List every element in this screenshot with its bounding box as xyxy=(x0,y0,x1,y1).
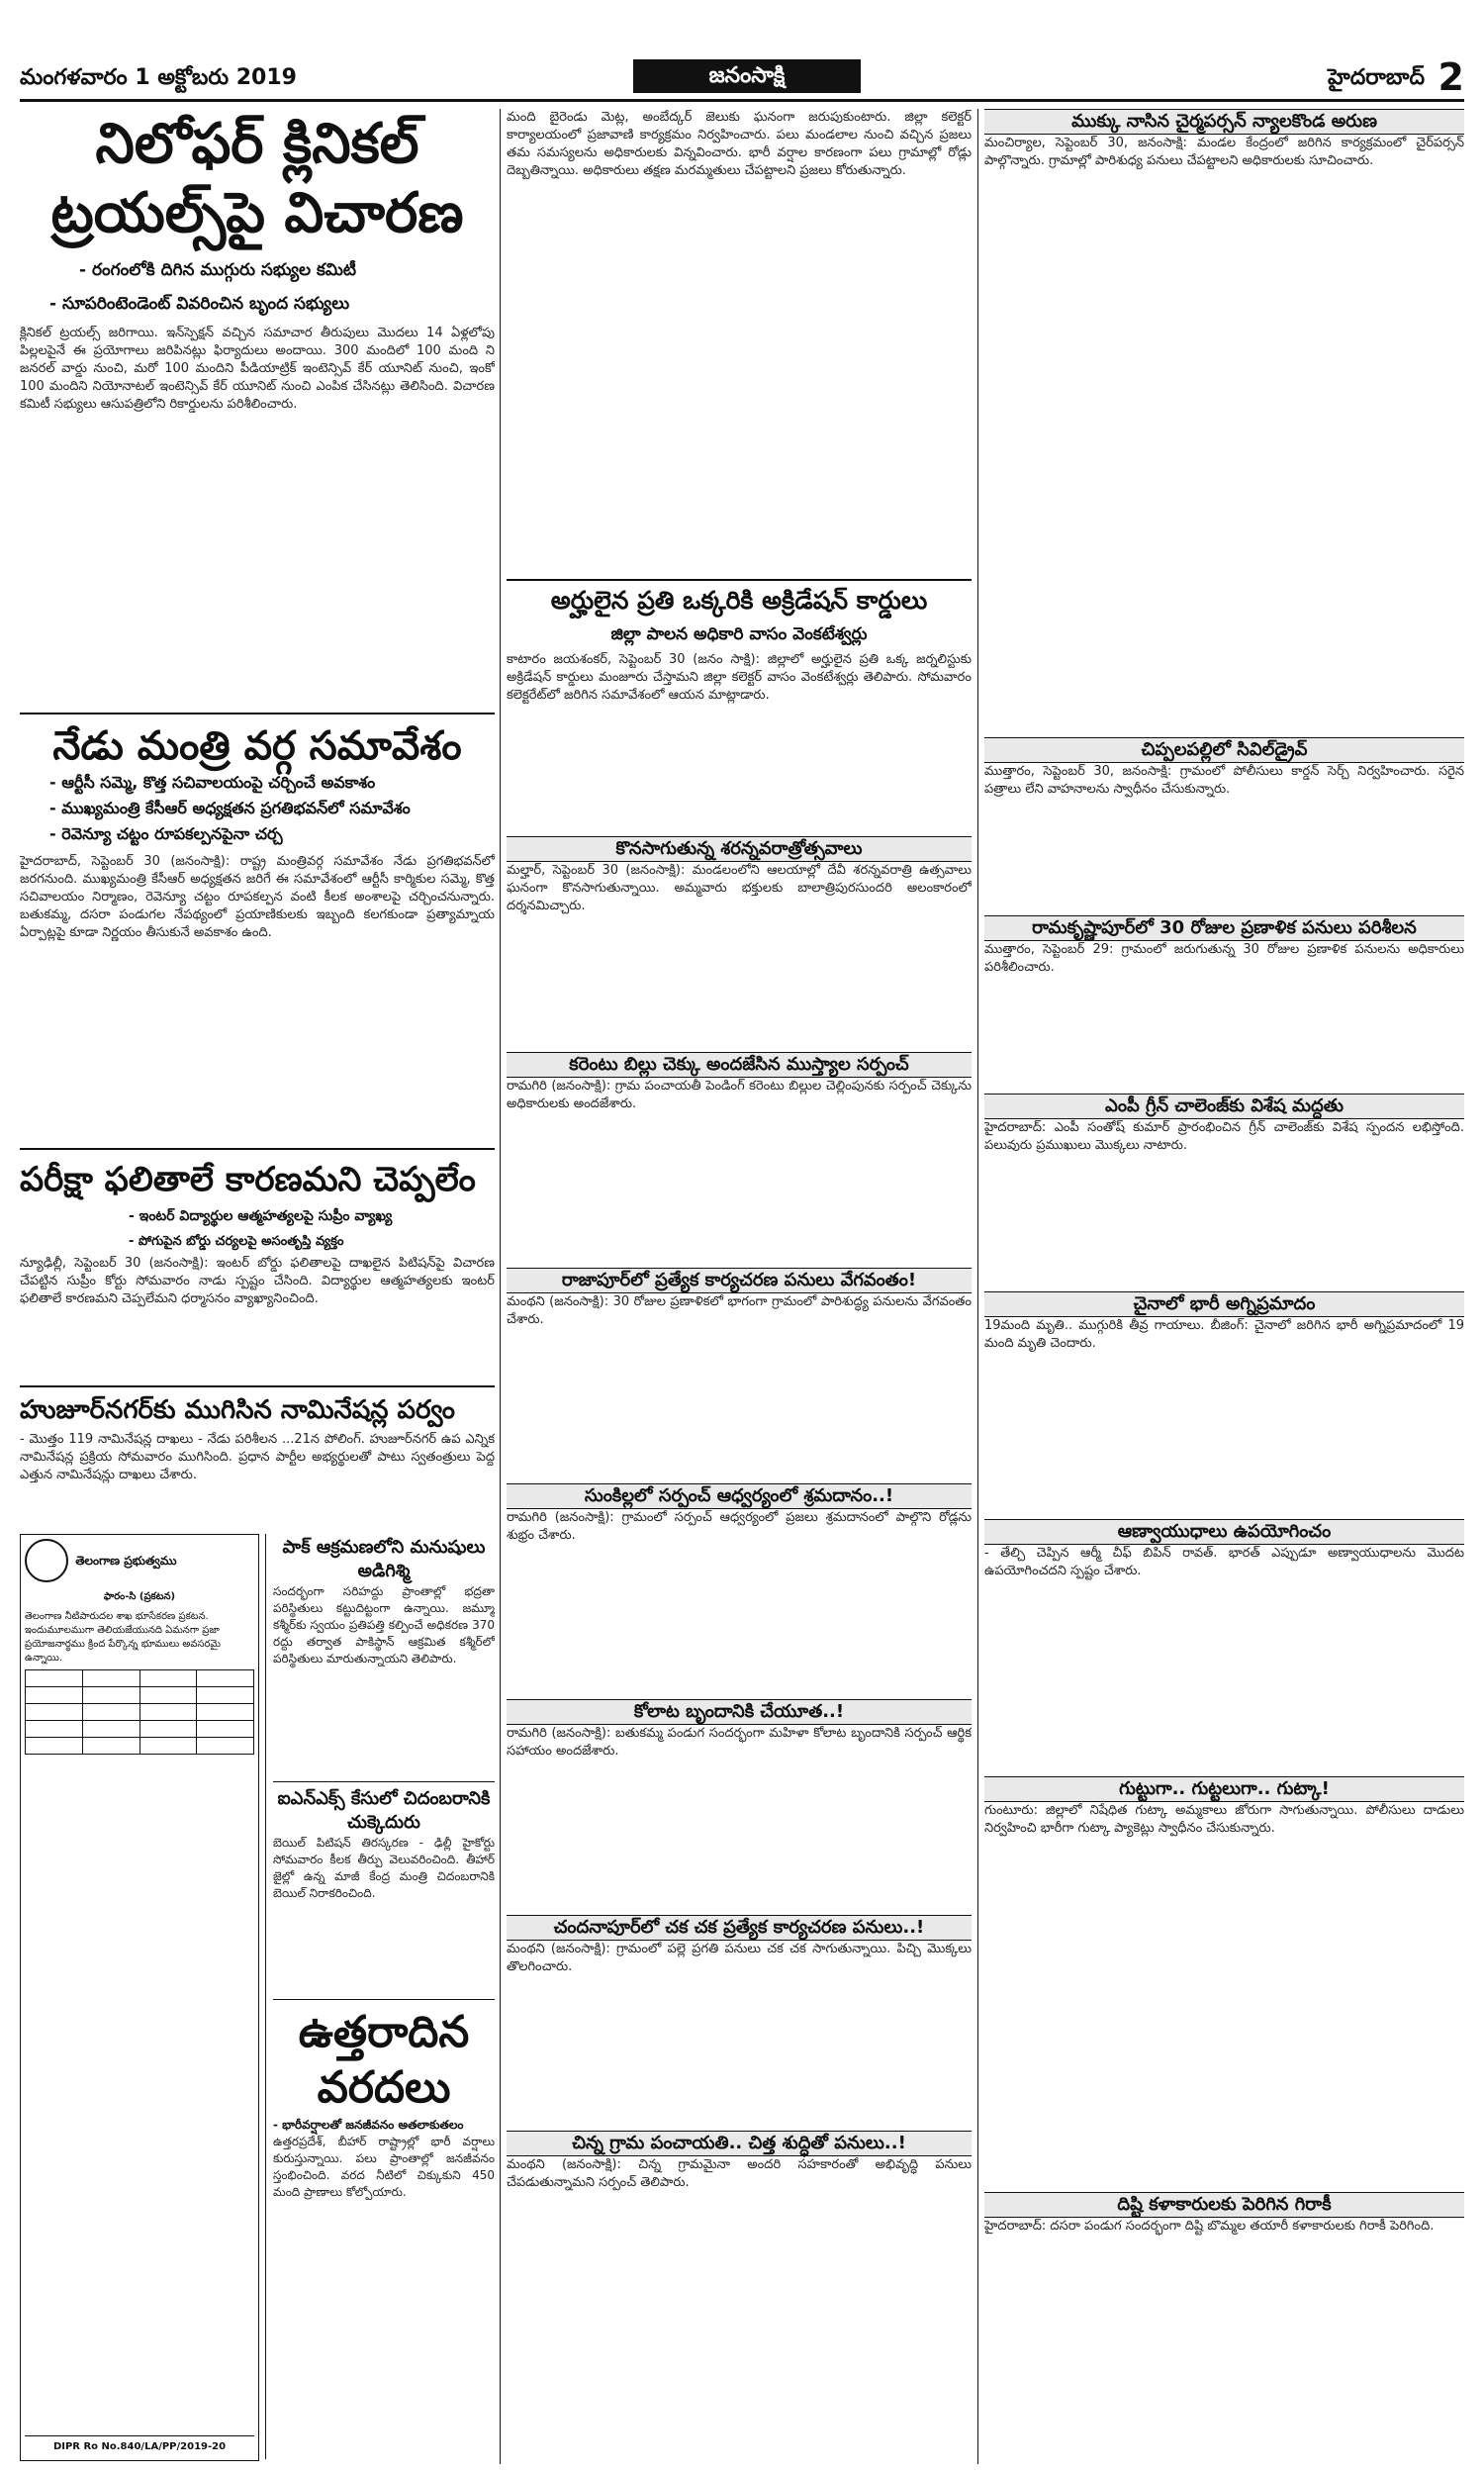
accreditation-story xyxy=(507,584,972,831)
issue-date: మంగళవారం 1 అక్టోబరు 2019 xyxy=(20,65,297,90)
col2-top-story xyxy=(507,109,972,574)
col3-story-5 xyxy=(984,1776,1464,2192)
story-body: ముత్తారం, సెప్టెంబర్ 29: గ్రామంలో జరుగుతున్న 30 రోజుల ప్రణాళిక పనులను అధికారులు పరిశీలించారు. xyxy=(984,942,1464,975)
lead-body: క్లినికల్ ట్రయల్స్ జరిగాయి. ఇన్‌స్పెక్షన్ వచ్చిన సమాచార తీరుపులు మొదలు 14 ఏళ్లలోపు పిల్లలపైనే ఈ ప్రయోగాలు జరిపినట్లు ఫిర్యాదులు అందాయి. 300 మందిలో 100 మంది ని జనరల్ వార్డు నుంచి, మరో 100 మందిని పీడియాట్రిక్ ఇంటెన్సివ్ కేర్ యూనిట్ నుంచి, ఇంకో 100 మందిని నియోనాటల్ ఇంటెన్సివ్ కేర్ యూనిట్ నుంచి ఎంపిక చేసినట్లు తెలిసింది. విచారణ కమిటీ సభ్యులు ఆసుపత్రిలోని రికార్డులను పరిశీలించారు. xyxy=(20,326,495,412)
story-body: రామగిరి (జనంసాక్షి): గ్రామ పంచాయతీ పెండింగ్ కరెంటు బిల్లుల చెల్లింపునకు సర్పంచ్ చెక్కును అధికారులకు అందజేశారు. xyxy=(507,1079,972,1111)
government-seal-icon xyxy=(25,1539,68,1582)
story-body: రామగిరి (జనంసాక్షి): గ్రామంలో సర్పంచ్ ఆధ్వర్యంలో ప్రజలు శ్రమదానంలో పాల్గొని రోడ్లను శుభ్రం చేశారు. xyxy=(507,1510,972,1543)
col3-top-story xyxy=(984,109,1464,732)
inx-body: బెయిల్ పిటిషన్ తిరస్కరణ - ఢిల్లీ హైకోర్టు సోమవారం కీలక తీర్పు వెలువరించింది. తీహార్ జైల్లో ఉన్న మాజీ కేంద్ర మంత్రి చిదంబరానికి బెయిల్ నిరాకరించింది. xyxy=(273,1836,495,1900)
story-headline: కోలాట బృందానికి చేయూత..! xyxy=(507,1699,972,1725)
story-headline: చందనాపూర్‌లో చక చక ప్రత్యేక కార్యచరణ పనులు..! xyxy=(507,1915,972,1941)
results-headline: పరీక్షా ఫలితాలే కారణమని చెప్పలేం xyxy=(20,1160,476,1199)
col3-story-6 xyxy=(984,2192,1464,2449)
huzurnagar-story xyxy=(20,1393,495,1527)
col3-top-headline: ముక్కు నాసిన చైర్మపర్సన్ న్యాలకొండ అరుణ xyxy=(984,109,1464,135)
divider xyxy=(273,1781,495,1782)
inx-story xyxy=(273,1787,495,1995)
cabinet-headline: నేడు మంత్రి వర్గ సమావేశం xyxy=(52,722,462,769)
masthead xyxy=(20,55,1464,102)
ad-title: ఫారం-సి (ప్రకటన) xyxy=(103,1591,176,1602)
cabinet-story xyxy=(20,722,495,1138)
story-body: మల్హార్, సెప్టెంబర్ 30 (జనంసాక్షి): మండలంలోని ఆలయాల్లో దేవీ శరన్నవరాత్రి ఉత్సవాలు ఘనంగా కొనసాగుతున్నాయి. అమ్మవారు భక్తులకు బాలాత్రిపురసుందరి అలంకారంలో దర్శనమిచ్చారు. xyxy=(507,863,972,913)
story-1 xyxy=(507,1052,972,1268)
accreditation-subhead: జిల్లా పాలన అధికారి వాసం వెంకటేశ్వర్లు xyxy=(610,624,868,644)
story-2 xyxy=(507,1268,972,1483)
local-story xyxy=(507,836,972,2459)
story-body: మంథని (జనంసాక్షి): గ్రామంలో పల్లె ప్రగతి పనులు చక చక సాగుతున్నాయి. పిచ్చి మొక్కలు తొలగించారు. xyxy=(507,1942,972,1974)
divider xyxy=(20,713,495,714)
rains-story xyxy=(273,2005,495,2460)
story-body: గుంటూరు: జిల్లాలో నిషేధిత గుట్కా అమ్మకాలు జోరుగా సాగుతున్నాయి. పోలీసులు దాడులు నిర్వహించి భారీగా గుట్కా ప్యాకెట్లు స్వాధీనం చేసుకున్నారు. xyxy=(984,1803,1464,1836)
story-3 xyxy=(507,1483,972,1699)
divider xyxy=(20,1148,495,1150)
government-notice-ad xyxy=(20,1534,259,2461)
story-body: మంథని (జనంసాక్షి): 30 రోజుల ప్రణాళికలో భాగంగా గ్రామంలో పారిశుద్ధ్య పనులను వేగవంతం చేశారు. xyxy=(507,1294,972,1327)
col3-story-0 xyxy=(984,737,1464,915)
story-4 xyxy=(507,1699,972,1915)
ad-table xyxy=(25,1669,254,1755)
col3-top-body: మంచిర్యాల, సెప్టెంబర్ 30, జనంసాక్షి: మండల కేంద్రంలో జరిగిన కార్యక్రమంలో చైర్‌పర్సన్ పాల్గొన్నారు. గ్రామాల్లో పారిశుధ్య పనులు చేపట్టాలని అధికారులకు సూచించారు. xyxy=(984,136,1464,168)
page-number: 2 xyxy=(1438,55,1464,99)
col3-stories xyxy=(984,737,1464,2464)
story-headline: కరెంటు బిల్లు చెక్కు అందజేసిన ముస్త్యాల సర్పంచ్ xyxy=(507,1052,972,1078)
lead-subhead-1: - రంగంలోకి దిగిన ముగ్గురు సభ్యుల కమిటీ xyxy=(79,260,357,280)
ad-seal-label: తెలంగాణ ప్రభుత్వము xyxy=(75,1554,177,1568)
story-headline: రాజాపూర్‌లో ప్రత్యేక కార్యచరణ పనులు వేగవంతం! xyxy=(507,1268,972,1293)
rains-headline-1: ఉత్తరాదిన xyxy=(298,2007,470,2057)
story-5 xyxy=(507,1915,972,2131)
story-headline: చిన్న గ్రామ పంచాయతి.. చిత్త శుద్ధితో పనులు..! xyxy=(507,2131,972,2156)
lead-story xyxy=(20,109,495,703)
story-headline: గుట్టుగా.. గుట్టలుగా.. గుట్కా! xyxy=(984,1776,1464,1802)
story-body: హైదరాబాద్: ఎంపీ సంతోష్ కుమార్ ప్రారంభించిన గ్రీన్ చాలెంజ్‌కు విశేష స్పందన లభిస్తోంది. పలువురు ప్రముఖులు మొక్కలు నాటారు. xyxy=(984,1120,1464,1153)
story-body: ముత్తారం, సెప్టెంబర్ 30, జనంసాక్షి: గ్రామంలో పోలీసులు కార్డన్ సెర్చ్ నిర్వహించారు. సరైన పత్రాలు లేని వాహనాలను స్వాధీనం చేసుకున్నారు. xyxy=(984,764,1464,797)
story-body: రామగిరి (జనంసాక్షి): బతుకమ్మ పండుగ సందర్భంగా మహిళా కోలాట బృందానికి సర్పంచ్ ఆర్థిక సహాయం అందజేశారు. xyxy=(507,1726,972,1759)
pok-story xyxy=(273,1536,495,1778)
ad-body: తెలంగాణ నీటిపారుదల శాఖ భూసేకరణ ప్రకటన. ఇందుమూలముగా తెలియజేయునది ఏమనగా ప్రజా ప్రయోజనార్థము క్రింద పేర్కొన్న భూములు అవసరమై ఉన్నాయి. xyxy=(25,1611,221,1664)
edition-city: హైదరాబాద్ xyxy=(1328,65,1425,90)
divider xyxy=(20,1385,495,1387)
column-divider xyxy=(500,109,501,2464)
lead-headline-1: నిలోఫర్ క్లినికల్ xyxy=(95,111,419,176)
story-headline: చైనాలో భారీ అగ్నిప్రమాదం xyxy=(984,1291,1464,1317)
story-headline: చిప్పలపల్లిలో సివిల్‌డ్రైవ్ xyxy=(984,737,1464,763)
col3-story-1 xyxy=(984,915,1464,1094)
results-bullet: - పోగుపైన బోర్డు చర్యలపై అసంతృప్తి వ్యక్తం xyxy=(129,1234,344,1249)
pok-body: సందర్భంగా సరిహద్దు ప్రాంతాల్లో భద్రతా పరిస్థితులు కట్టుదిట్టంగా ఉన్నాయి. జమ్మూ కశ్మీర్‌కు స్వయం ప్రతిపత్తి కల్పించే అధికరణ 370 రద్దు తర్వాత పాకిస్థాన్ ఆక్రమిత కశ్మీర్‌లో పరిస్థితులు మారుతున్నాయని తెలిపారు. xyxy=(273,1584,495,1666)
rains-body: ఉత్తరప్రదేశ్, బీహార్ రాష్ట్రాల్లో భారీ వర్షాలు కురుస్తున్నాయి. పలు ప్రాంతాల్లో జనజీవనం స్తంభించింది. వరద నీటిలో చిక్కుకుని 450 మంది ప్రాణాలు కోల్పోయారు. xyxy=(273,2135,495,2199)
story-headline: ఆణ్వాయుధాలు ఉపయోగించం xyxy=(984,1519,1464,1545)
story-6 xyxy=(507,2131,972,2346)
accreditation-body: కాటారం జయశంకర్, సెప్టెంబర్ 30 (జనం సాక్షి): జిల్లాలో అర్హులైన ప్రతి ఒక్క జర్నలిస్టుకు అక్రిడేషన్ కార్డులు మంజూరు చేస్తామని జిల్లా కలెక్టర్ వాసం వెంకటేశ్వర్లు తెలిపారు. సోమవారం కలెక్టరేట్‌లో జరిగిన సమావేశంలో ఆయన మాట్లాడారు. xyxy=(507,652,972,703)
inx-headline: ఐఎన్ఎక్స్ కేసులో చిదంబరానికి చుక్కెదురు xyxy=(277,1788,491,1833)
huzurnagar-body: - మొత్తం 119 నామినేషన్ల దాఖలు - నేడు పరిశీలన ...21న పోలింగ్. హుజూర్‌నగర్ ఉప ఎన్నిక నామినేషన్ల ప్రక్రియ సోమవారం ముగిసింది. ప్రధాన పార్టీల అభ్యర్థులతో పాటు స్వతంత్రులు పెద్ద ఎత్తున నామినేషన్లు దాఖలు చేశారు. xyxy=(20,1432,495,1482)
story-0 xyxy=(507,836,972,1052)
cabinet-body: హైదరాబాద్, సెప్టెంబర్ 30 (జనంసాక్షి): రాష్ట్ర మంత్రివర్గ సమావేశం నేడు ప్రగతిభవన్‌లో జరగనుంది. ముఖ్యమంత్రి కేసీఆర్ అధ్యక్షతన జరిగే ఈ సమావేశంలో ఆర్టీసీ కార్మికుల సమ్మె, కొత్త సచివాలయం నిర్మాణం, రెవెన్యూ చట్టం రూపకల్పన వంటి కీలక అంశాలపై చర్చించనున్నారు. బతుకమ్మ, దసరా పండుగల నేపథ్యంలో ప్రయాణికులకు ఇబ్బంది కలగకుండా ప్రత్యామ్నాయ ఏర్పాట్లపై కూడా నిర్ణయం తీసుకునే అవకాశం ఉంది. xyxy=(20,854,495,940)
cabinet-bullet: - రెవెన్యూ చట్టం రూపకల్పనపైనా చర్చ xyxy=(49,824,283,843)
lead-subhead-2: - సూపరింటెండెంట్ వివరించిన బృంద సభ్యులు xyxy=(49,294,350,314)
story-headline: కొనసాగుతున్న శరన్నవరాత్రోత్సవాలు xyxy=(507,836,972,862)
accreditation-headline: అర్హులైన ప్రతి ఒక్కరికి అక్రిడేషన్ కార్డులు xyxy=(550,586,928,615)
story-body: హైదరాబాద్: దసరా పండుగ సందర్భంగా దిష్టి బొమ్మల తయారీ కళాకారులకు గిరాకీ పెరిగింది. xyxy=(984,2219,1435,2234)
story-headline: రామకృష్ణాపూర్‌లో 30 రోజుల ప్రణాళిక పనులు పరిశీలన xyxy=(984,915,1464,941)
story-body: 19మంది మృతి.. ముగ్గురికి తీవ్ర గాయాలు. బీజింగ్: చైనాలో జరిగిన భారీ అగ్నిప్రమాదంలో 19 మంది మృతి చెందారు. xyxy=(984,1318,1464,1351)
huzurnagar-headline: హుజూర్‌నగర్‌కు ముగిసిన నామినేషన్ల పర్వం xyxy=(20,1395,455,1425)
lead-headline-2: ట్రయల్స్‌పై విచారణ xyxy=(50,180,464,245)
divider xyxy=(265,1534,266,2459)
col3-story-4 xyxy=(984,1519,1464,1776)
column-divider xyxy=(977,109,978,2464)
results-story xyxy=(20,1156,495,1379)
story-headline: దిష్టి కళాకారులకు పెరిగిన గిరాకీ xyxy=(984,2192,1464,2218)
cabinet-bullet: - ఆర్టీసీ సమ్మె, కొత్త సచివాలయంపై చర్చించే అవకాశం xyxy=(49,773,376,792)
newspaper-brand: జనంసాక్షి xyxy=(633,59,861,93)
story-body: - తేల్చి చెప్పిన ఆర్మీ చీఫ్ బిపిన్ రావత్. భారత్ ఎప్పుడూ అణ్వాయుధాలను మొదట ఉపయోగించదని స్పష్టం చేశారు. xyxy=(984,1546,1464,1578)
rains-headline-2: వరదలు xyxy=(317,2062,451,2113)
results-bullet: - ఇంటర్ విద్యార్థుల ఆత్మహత్యలపై సుప్రీం వ్యాఖ్య xyxy=(129,1208,393,1224)
ad-reference: DIPR Ro No.840/LA/PP/2019-20 xyxy=(25,2435,254,2454)
rains-subhead: - భారీవర్షాలతో జనజీవనం అతలాకుతలం xyxy=(273,2118,464,2132)
story-headline: ఎంపీ గ్రీన్ చాలెంజ్‌కు విశేష మద్దతు xyxy=(984,1094,1464,1119)
col3-story-3 xyxy=(984,1291,1464,1519)
pok-headline: పాక్ ఆక్రమణలోని మనుషులు అడిగిశ్మి xyxy=(282,1537,486,1581)
col3-story-2 xyxy=(984,1094,1464,1291)
divider xyxy=(273,1999,495,2000)
story-headline: సుంకిల్లలో సర్పంచ్ ఆధ్వర్యంలో శ్రమదానం..! xyxy=(507,1483,972,1509)
story-body: మంథని (జనంసాక్షి): చిన్న గ్రామమైనా అందరి సహకారంతో అభివృద్ధి పనులు చేపడుతున్నామని సర్పంచ్ తెలిపారు. xyxy=(507,2157,972,2190)
cabinet-bullet: - ముఖ్యమంత్రి కేసీఆర్ అధ్యక్షతన ప్రగతిభవన్‌లో సమావేశం xyxy=(49,799,411,817)
col2-top-body: మంది బైరెండు మెట్ల, అంబేద్కర్ జెలుకు ఘనంగా జరుపుకుంటారు. జిల్లా కలెక్టర్ కార్యాలయంలో ప్రజావాణి కార్యక్రమం నిర్వహించారు. పలు మండలాల నుంచి వచ్చిన ప్రజలు తమ సమస్యలను అధికారులకు విన్నవించారు. భారీ వర్షాల కారణంగా పలు గ్రామాల్లో రోడ్లు దెబ్బతిన్నాయి. అధికారులు తక్షణ మరమ్మతులు చేపట్టాలని ప్రజలు కోరుతున్నారు. xyxy=(507,110,972,178)
results-body: న్యూఢిల్లీ, సెప్టెంబర్ 30 (జనంసాక్షి): ఇంటర్ బోర్డు ఫలితాలపై దాఖలైన పిటిషన్‌పై విచారణ చేపట్టిన సుప్రీం కోర్టు సోమవారం నాడు స్పష్టం చేసింది. విద్యార్థుల ఆత్మహత్యలకు ఇంటర్ ఫలితాలే కారణమని చెప్పలేమని ధర్మాసనం వ్యాఖ్యానించింది. xyxy=(20,1256,495,1306)
divider xyxy=(507,579,972,581)
